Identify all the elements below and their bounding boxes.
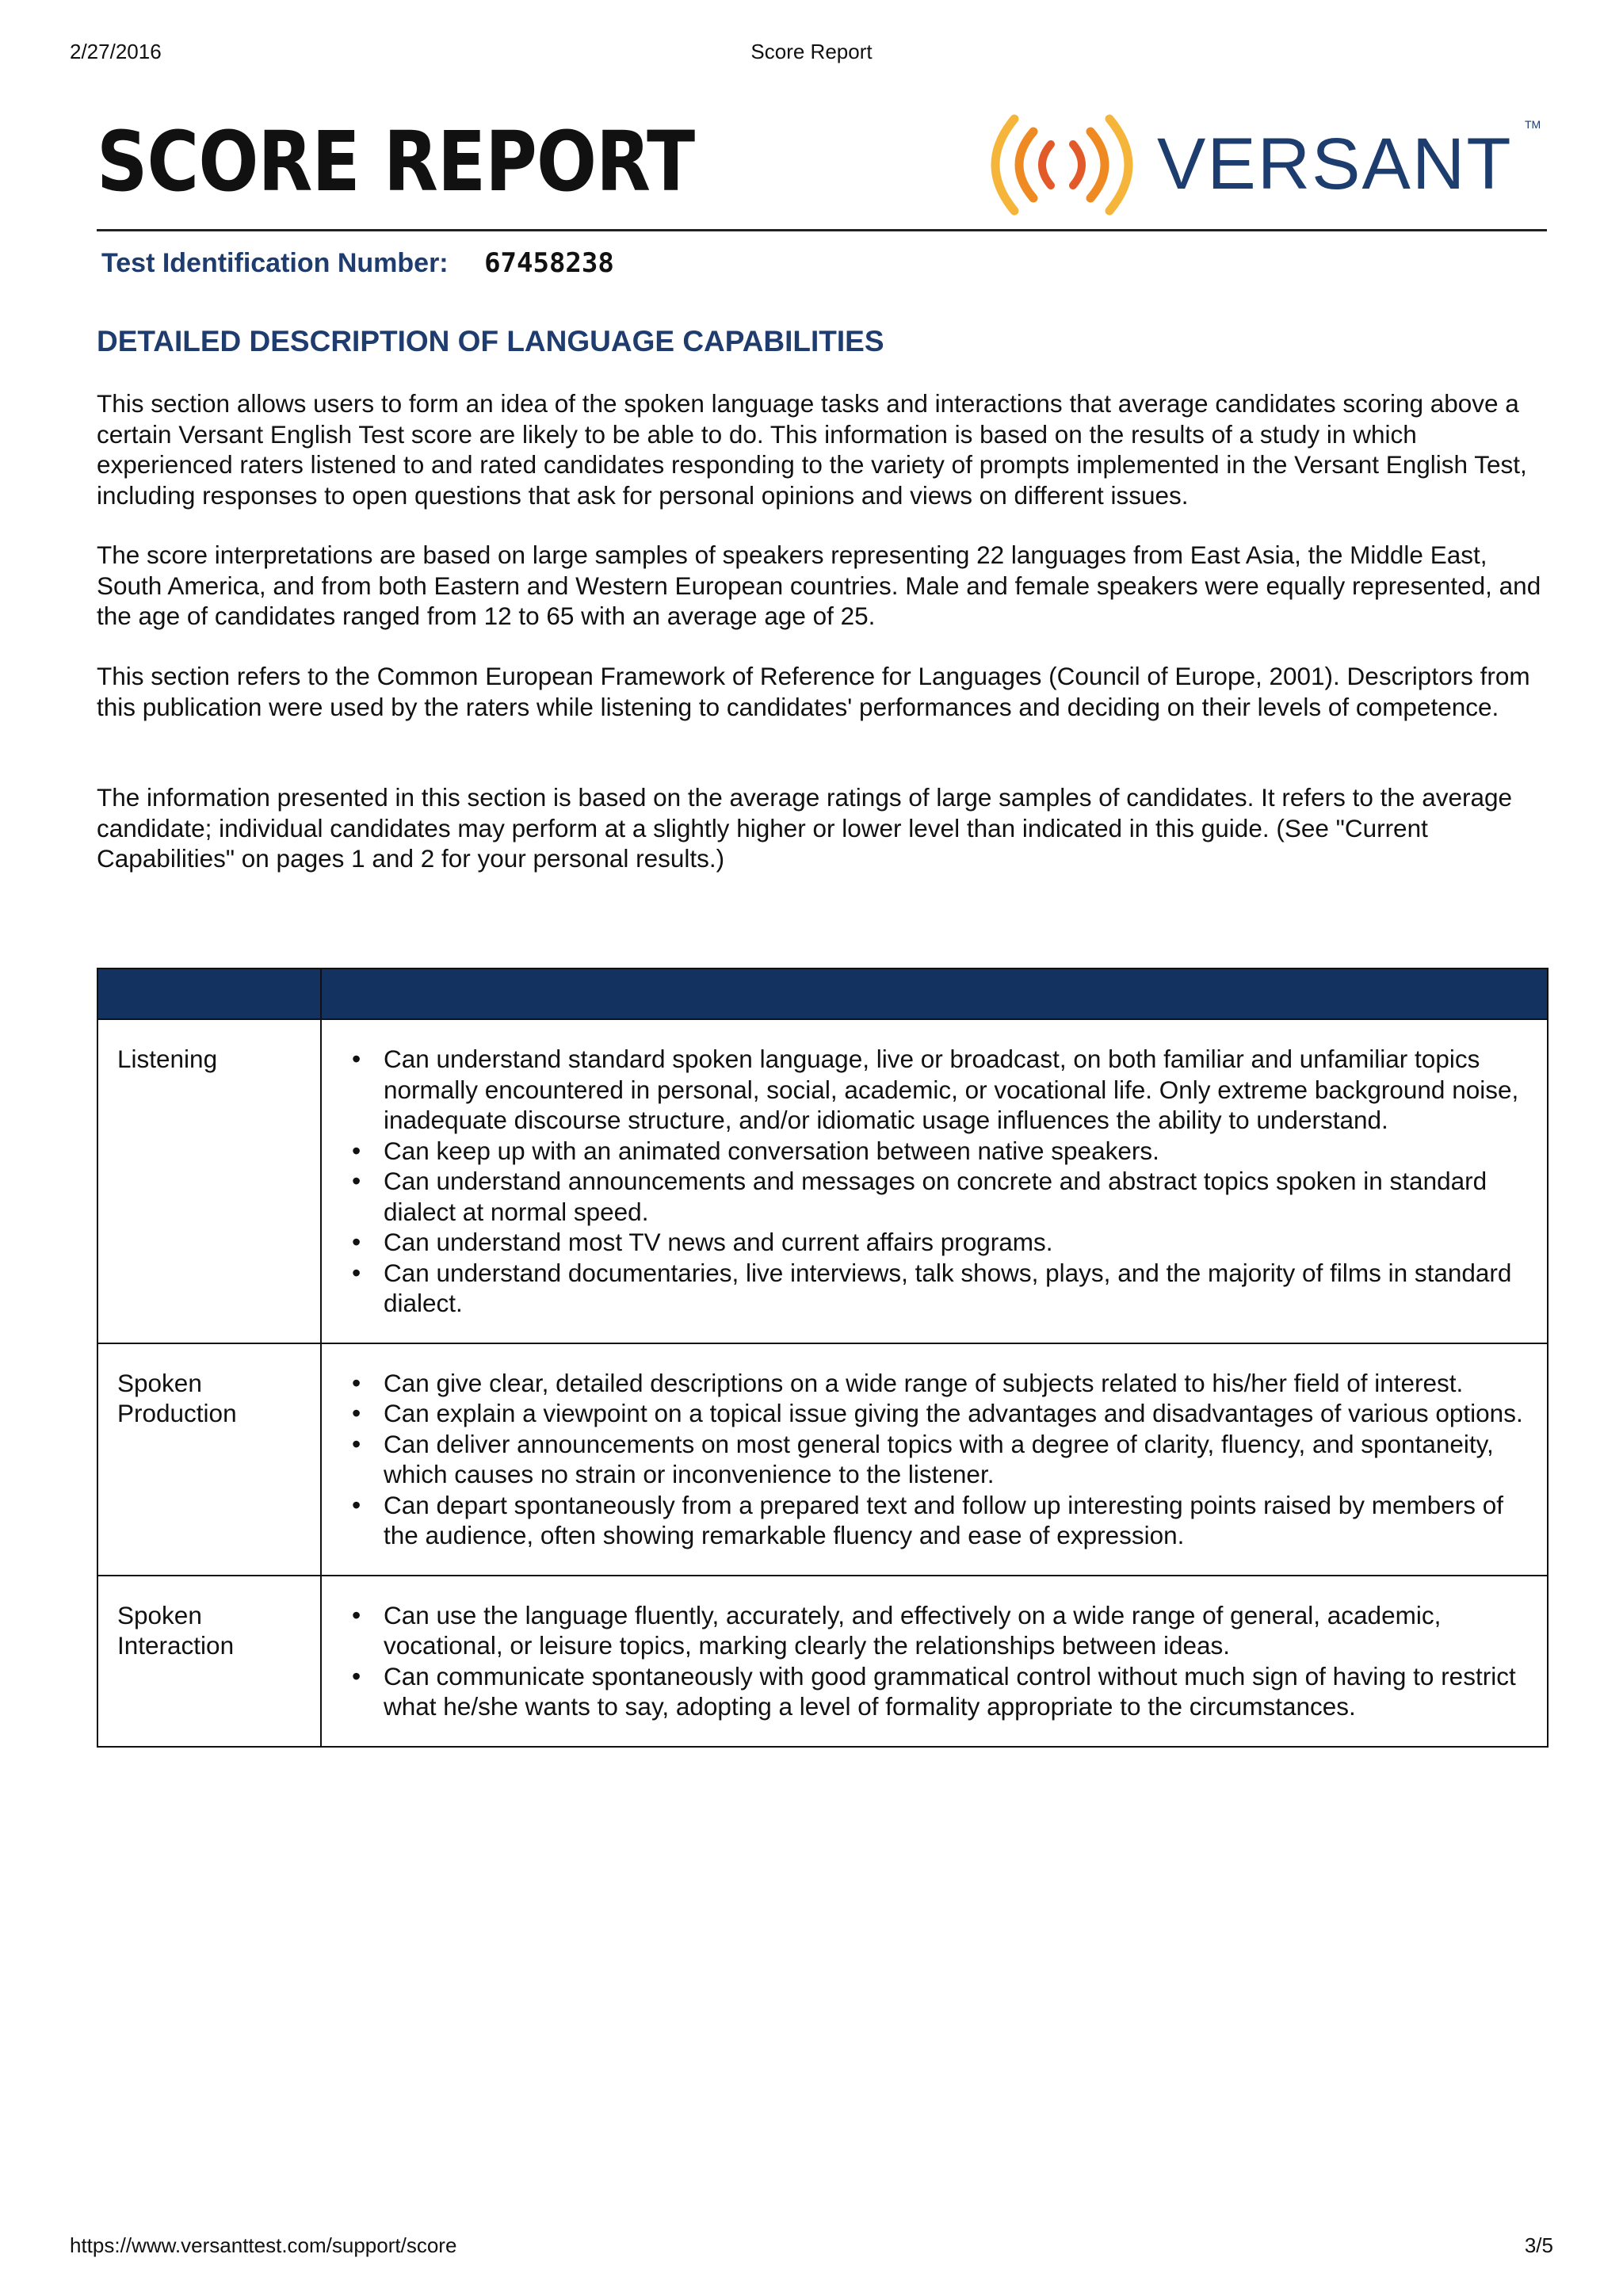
list-item: • Can give clear, detailed descriptions on a wide range of subjects related to his/her field of interest. bbox=[384, 1368, 1528, 1399]
list-item: • Can use the language fluently, accurately, and effectively on a wide range of general, academic, vocational, or leisure topics, marking clearly the relationships between ideas. bbox=[384, 1600, 1528, 1661]
source-url-link[interactable]: https://www.versanttest.com/support/score bbox=[70, 2233, 457, 2257]
list-item: • Can understand standard spoken language, live or broadcast, on both familiar and unfamiliar topics normally encountered in personal, social, academic, or vocational life. Only extreme background noise, inadequate discourse structure, and/or idiomatic usage influences the ability to understand. bbox=[384, 1044, 1528, 1136]
print-date: 2/27/2016 bbox=[70, 40, 162, 63]
descriptor-list bbox=[346, 1600, 1528, 1722]
logo-trademark: TM bbox=[1525, 118, 1541, 131]
list-item: • Can keep up with an animated conversation between native speakers. bbox=[384, 1136, 1528, 1167]
page-number: 3/5 bbox=[1524, 2233, 1553, 2257]
report-title: SCORE REPORT bbox=[97, 113, 695, 210]
paragraph-samples: The score interpretations are based on large samples of speakers representing 22 languages from East Asia, the Middle East, South America, and from both Eastern and Western European countries. Male and female speakers were equally represented, and the age of candidates ranged from 12 to 65 with an average age of 25. bbox=[97, 541, 1541, 630]
list-item: • Can explain a viewpoint on a topical issue giving the advantages and disadvantages of various options. bbox=[384, 1398, 1528, 1429]
skill-name: Spoken Interaction bbox=[97, 1576, 321, 1747]
list-item: • Can depart spontaneously from a prepared text and follow up interesting points raised by members of the audience, often showing remarkable fluency and ease of expression. bbox=[384, 1490, 1528, 1551]
test-id-block bbox=[101, 247, 614, 284]
descriptor-list bbox=[346, 1368, 1528, 1551]
print-title: Score Report bbox=[750, 40, 873, 63]
header-divider bbox=[97, 229, 1547, 231]
logo-wordmark: VERSANT bbox=[1157, 124, 1513, 204]
list-item: • Can communicate spontaneously with good grammatical control without much sign of having to restrict what he/she wants to say, adopting a level of formality appropriate to the circumstances. bbox=[384, 1661, 1528, 1722]
list-item: • Can understand documentaries, live interviews, talk shows, plays, and the majority of films in standard dialect. bbox=[384, 1258, 1528, 1319]
print-footer bbox=[70, 2233, 1553, 2262]
test-id-label: Test Identification Number: bbox=[101, 248, 449, 278]
descriptor-list bbox=[346, 1044, 1528, 1319]
table-row bbox=[97, 1343, 1548, 1576]
list-item: • Can understand most TV news and current affairs programs. bbox=[384, 1227, 1528, 1258]
paragraph-cefr: This section refers to the Common European Framework of Reference for Languages (Council of Europe, 2001). Descriptors from this publication were used by the raters while listening to candidates' performances and deciding on their levels of competence. bbox=[97, 662, 1530, 721]
skill-descriptors bbox=[321, 1019, 1548, 1343]
capabilities-table bbox=[97, 968, 1549, 1748]
test-id-value: 67458238 bbox=[484, 247, 614, 279]
table-row bbox=[97, 1019, 1548, 1343]
skill-descriptors bbox=[321, 1576, 1548, 1747]
table-header-cell bbox=[321, 968, 1548, 1019]
print-header bbox=[70, 40, 1553, 68]
skill-descriptors bbox=[321, 1343, 1548, 1576]
list-item: • Can deliver announcements on most general topics with a degree of clarity, fluency, and spontaneity, which causes no strain or inconvenience to the listener. bbox=[384, 1429, 1528, 1490]
versant-logo-icon bbox=[968, 109, 1547, 220]
report-header bbox=[97, 109, 1547, 231]
paragraph-average: The information presented in this section is based on the average ratings of large samples of candidates. It refers to the average candidate; individual candidates may perform at a slightly higher or lower level than indicated in this guide. (See "Current Capabilities" on pages 1 and 2 for your personal results.) bbox=[97, 783, 1513, 873]
section-heading: DETAILED DESCRIPTION OF LANGUAGE CAPABILITIES bbox=[97, 325, 884, 357]
list-item: • Can understand announcements and messages on concrete and abstract topics spoken in standard dialect at normal speed. bbox=[384, 1166, 1528, 1227]
versant-logo bbox=[968, 109, 1547, 220]
table-row bbox=[97, 1576, 1548, 1747]
paragraph-intro: This section allows users to form an idea of the spoken language tasks and interactions that average candidates scoring above a certain Versant English Test score are likely to be able to do. This information is based on the results of a study in which experienced raters listened to and rated candidates responding to the variety of prompts implemented in the Versant English Test, including responses to open questions that ask for personal opinions and views on different issues. bbox=[97, 389, 1527, 510]
table-header-row bbox=[97, 968, 1548, 1019]
skill-name: Spoken Production bbox=[97, 1343, 321, 1576]
skill-name: Listening bbox=[97, 1019, 321, 1343]
table-header-cell bbox=[97, 968, 321, 1019]
